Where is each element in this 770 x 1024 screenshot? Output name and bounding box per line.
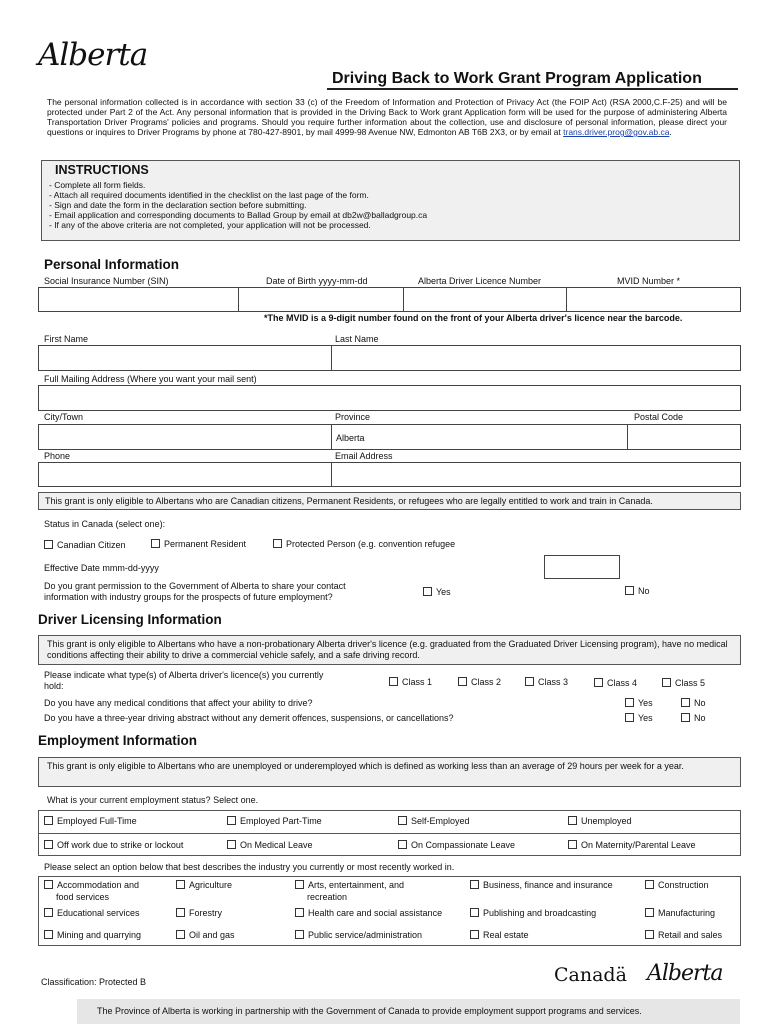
industry-real-estate[interactable]: Real estate [470, 930, 529, 941]
checkbox[interactable] [594, 678, 603, 687]
checkbox[interactable] [227, 840, 236, 849]
checkbox[interactable] [662, 678, 671, 687]
industry-arts[interactable]: Arts, entertainment, and [295, 880, 404, 891]
industry-accommodation[interactable]: Accommodation and [44, 880, 139, 891]
checkbox[interactable] [295, 908, 304, 917]
phone-field[interactable] [38, 462, 332, 487]
medical-question: Do you have any medical conditions that affect your ability to drive? [44, 698, 313, 708]
mvid-label: MVID Number * [617, 276, 681, 286]
checkbox[interactable] [625, 698, 634, 707]
partnership-text: The Province of Alberta is working in partnership with the Government of Canada to provide employment support programs and services. [97, 1006, 642, 1016]
checkbox[interactable] [295, 930, 304, 939]
city-label: City/Town [44, 412, 84, 422]
checkbox[interactable] [176, 908, 185, 917]
industry-agriculture[interactable]: Agriculture [176, 880, 232, 891]
industry-health-care[interactable]: Health care and social assistance [295, 908, 442, 919]
checkbox[interactable] [645, 930, 654, 939]
checkbox[interactable] [44, 540, 53, 549]
mvid-field[interactable] [566, 287, 741, 312]
industry-publishing[interactable]: Publishing and broadcasting [470, 908, 596, 919]
address-field[interactable] [38, 385, 741, 411]
status-canadian-citizen[interactable]: Canadian Citizen [44, 540, 126, 551]
partnership-banner [77, 999, 740, 1024]
checkbox[interactable] [44, 840, 53, 849]
checkbox[interactable] [44, 880, 53, 889]
industry-business-finance[interactable]: Business, finance and insurance [470, 880, 613, 891]
class-2-option[interactable]: Class 2 [458, 677, 501, 688]
checkbox[interactable] [625, 586, 634, 595]
dob-field[interactable] [238, 287, 404, 312]
checkbox[interactable] [625, 713, 634, 722]
class-5-option[interactable]: Class 5 [662, 678, 705, 689]
instructions-heading: INSTRUCTIONS [55, 163, 149, 177]
checkbox[interactable] [423, 587, 432, 596]
status-medical-leave[interactable]: On Medical Leave [227, 840, 313, 851]
abstract-question: Do you have a three-year driving abstract without any demerit offences, suspensions, or cancellations? [44, 713, 454, 723]
status-protected-person[interactable]: Protected Person (e.g. convention refugee [273, 539, 455, 550]
status-maternity-leave[interactable]: On Maternity/Parental Leave [568, 840, 696, 851]
address-label: Full Mailing Address (Where you want your mail sent) [44, 374, 257, 384]
industry-arts-cont: recreation [307, 892, 348, 902]
checkbox[interactable] [44, 930, 53, 939]
province-field[interactable] [331, 424, 628, 450]
form-title: Driving Back to Work Grant Program Application [332, 70, 702, 87]
privacy-email-link[interactable]: trans.driver.prog@gov.ab.ca [563, 127, 670, 137]
abstract-no[interactable]: No [681, 713, 706, 724]
employment-heading: Employment Information [38, 733, 198, 748]
licence-label: Alberta Driver Licence Number [418, 276, 542, 286]
employment-status-question: What is your current employment status? Select one. [47, 795, 259, 805]
instruction-item: - Complete all form fields. [49, 180, 146, 190]
effective-date-field[interactable] [544, 555, 620, 579]
class-3-option[interactable]: Class 3 [525, 677, 568, 688]
checkbox[interactable] [458, 677, 467, 686]
province-value: Alberta [336, 433, 365, 443]
instruction-item: - Attach all required documents identified in the checklist on the last page of the form. [49, 190, 369, 200]
sin-field[interactable] [38, 287, 239, 312]
checkbox[interactable] [681, 713, 690, 722]
personal-info-heading: Personal Information [44, 257, 180, 272]
abstract-yes[interactable]: Yes [625, 713, 653, 724]
licence-type-question: Please indicate what type(s) of Alberta driver's licence(s) you currently hold: [44, 670, 324, 691]
sin-label: Social Insurance Number (SIN) [44, 276, 169, 286]
phone-label: Phone [44, 451, 71, 461]
industry-construction[interactable]: Construction [645, 880, 709, 891]
checkbox[interactable] [398, 816, 407, 825]
status-unemployed[interactable]: Unemployed [568, 816, 632, 827]
industry-forestry[interactable]: Forestry [176, 908, 222, 919]
footer-alberta-logo: Alberta [647, 961, 723, 986]
citizenship-eligibility-note: This grant is only eligible to Albertans who are Canadian citizens, Permanent Residents, or refugees who are legally entitled to work and train in Canada. [38, 492, 741, 510]
class-4-option[interactable]: Class 4 [594, 678, 637, 689]
privacy-text: The personal information collected is in accordance with section 33 (c) of the Freedom of Information and Protection of Privacy Act (the FOIP Act) (RSA 2000,C.F-25) and will be protected under Part 2 of the Act. Any personal information that is provided in the Driving Back to Work grant Application form will be used for the purpose of administering Alberta Transportation Driver Programs' policies and programs. Should you require further information about the collection, use and disclosure of personal information, please direct your questions or inquires to Driver Programs by phone at 780-427-8901, by mail 4999-98 Avenue NW, Edmonton AB T6B 2X3, or by email at [47, 97, 727, 137]
status-self-employed[interactable]: Self-Employed [398, 816, 470, 827]
header-rule [327, 88, 738, 90]
medical-no[interactable]: No [681, 698, 706, 709]
checkbox[interactable] [645, 880, 654, 889]
effective-date-label: Effective Date mmm-dd-yyyy [44, 563, 159, 573]
mvid-note: *The MVID is a 9-digit number found on the front of your Alberta driver's licence near the barcode. [264, 313, 683, 323]
email-field[interactable] [331, 462, 741, 487]
first-name-label: First Name [44, 334, 89, 344]
driver-licensing-heading: Driver Licensing Information [38, 612, 222, 627]
industry-education[interactable]: Educational services [44, 908, 140, 919]
status-employed-full-time[interactable]: Employed Full-Time [44, 816, 137, 827]
checkbox[interactable] [151, 539, 160, 548]
industry-question: Please select an option below that best describes the industry you currently or most recently worked in. [44, 862, 455, 872]
industry-manufacturing[interactable]: Manufacturing [645, 908, 715, 919]
province-label: Province [335, 412, 371, 422]
checkbox[interactable] [525, 677, 534, 686]
last-name-label: Last Name [335, 334, 379, 344]
postal-code-field[interactable] [627, 424, 741, 450]
industry-mining[interactable]: Mining and quarrying [44, 930, 141, 941]
checkbox[interactable] [568, 840, 577, 849]
employment-status-divider [38, 833, 741, 834]
permission-label: Do you grant permission to the Government of Alberta to share your contact information with industry groups for the prospects of future employment? [44, 581, 346, 602]
status-compassionate-leave[interactable]: On Compassionate Leave [398, 840, 515, 851]
instructions-box [41, 160, 740, 241]
canada-wordmark: Canadä [554, 964, 627, 986]
checkbox[interactable] [389, 677, 398, 686]
checkbox[interactable] [227, 816, 236, 825]
checkbox[interactable] [44, 816, 53, 825]
email-label: Email Address [335, 451, 393, 461]
checkbox[interactable] [44, 908, 53, 917]
permission-no[interactable]: No [625, 586, 650, 597]
driver-eligibility-note: This grant is only eligible to Albertans who have a non-probationary Alberta driver's licence (e.g. graduated from the Graduated Driver Licensing program), have no medical conditions affecting their ability to drive a commercial vehicle safely, and a safe driving record. [38, 635, 741, 665]
checkbox[interactable] [398, 840, 407, 849]
checkbox[interactable] [568, 816, 577, 825]
checkbox[interactable] [470, 880, 479, 889]
classification-label: Classification: Protected B [41, 977, 147, 987]
status-label: Status in Canada (select one): [44, 519, 166, 529]
instruction-item: - Sign and date the form in the declaration section before submitting. [49, 200, 307, 210]
industry-accommodation-cont: food services [56, 892, 110, 902]
postal-code-label: Postal Code [634, 412, 684, 422]
status-permanent-resident[interactable]: Permanent Resident [151, 539, 246, 550]
first-name-field[interactable] [38, 345, 332, 371]
checkbox[interactable] [645, 908, 654, 917]
medical-yes[interactable]: Yes [625, 698, 653, 709]
status-strike-lockout[interactable]: Off work due to strike or lockout [44, 840, 183, 851]
last-name-field[interactable] [331, 345, 741, 371]
instructions-list [49, 180, 427, 230]
alberta-logo: Alberta [38, 37, 148, 73]
employment-eligibility-note: This grant is only eligible to Albertans who are unemployed or underemployed which is defined as working less than an average of 29 hours per week for a year. [38, 757, 741, 787]
checkbox[interactable] [470, 908, 479, 917]
city-field[interactable] [38, 424, 332, 450]
dob-label: Date of Birth yyyy-mm-dd [266, 276, 368, 286]
instruction-item: - If any of the above criteria are not completed, your application will not be processed. [49, 220, 371, 230]
checkbox[interactable] [295, 880, 304, 889]
industry-public-service[interactable]: Public service/administration [295, 930, 422, 941]
instruction-item: - Email application and corresponding documents to Ballad Group by email at db2w@balladgroup.ca [49, 210, 428, 220]
checkbox[interactable] [273, 539, 282, 548]
licence-number-field[interactable] [403, 287, 567, 312]
checkbox[interactable] [176, 930, 185, 939]
industry-oil-gas[interactable]: Oil and gas [176, 930, 235, 941]
checkbox[interactable] [681, 698, 690, 707]
checkbox[interactable] [176, 880, 185, 889]
privacy-statement: The personal information collected is in accordance with section 33 (c) of the Freedom of Information and Protection of Privacy Act (the FOIP Act) (RSA 2000,C.F-25) and will be protected under Part 2 of the Act. Any personal information that is provided in the Driving Back to Work grant Application form will be used for the purpose of administering Alberta Transportation Driver Programs' policies and programs. Should you require further information about the collection, use and disclosure of personal information, please direct your questions or inquires to Driver Programs by phone at 780-427-8901, by mail 4999-98 Avenue NW, Edmonton AB T6B 2X3, or by email at trans.driver.prog@gov.ab.ca. [47, 97, 727, 137]
industry-retail[interactable]: Retail and sales [645, 930, 722, 941]
class-1-option[interactable]: Class 1 [389, 677, 432, 688]
checkbox[interactable] [470, 930, 479, 939]
status-employed-part-time[interactable]: Employed Part-Time [227, 816, 322, 827]
permission-yes[interactable]: Yes [423, 587, 451, 598]
